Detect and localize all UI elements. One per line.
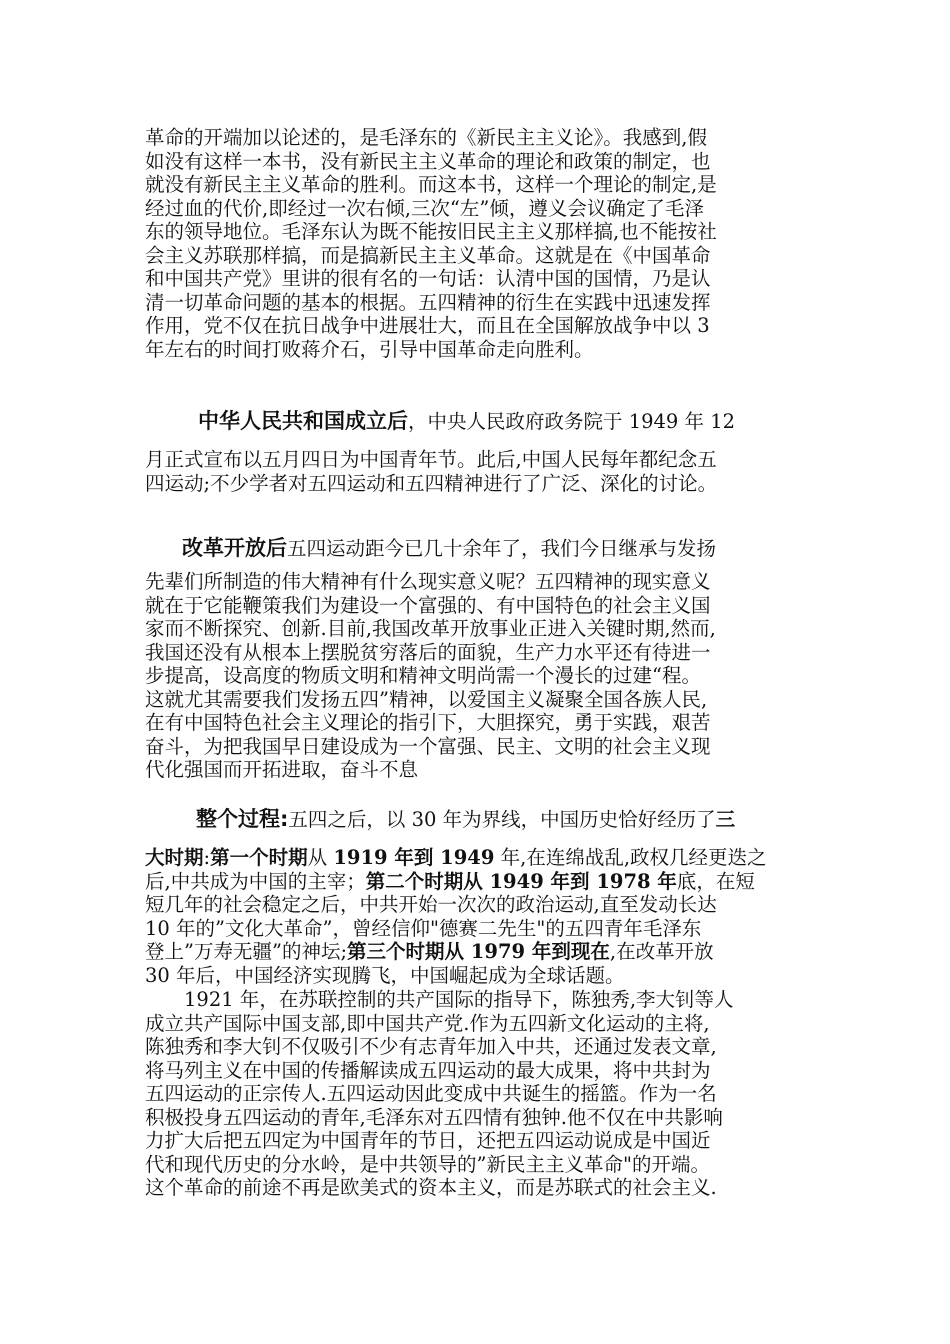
plain-text: 从: [307, 846, 334, 869]
text-line: 代和现代历史的分水岭，是中共领导的”新民主主义革命"的开端。: [145, 1152, 710, 1176]
text-line: [145, 870, 809, 894]
text-line: 积极投身五四运动的青年,毛泽东对五四情有独钟.他不仅在中共影响: [145, 1105, 723, 1129]
paragraph-youth-day: [145, 448, 809, 495]
text-line: 这个革命的前途不再是欧美式的资本主义，而是苏联式的社会主义.: [145, 1176, 717, 1199]
text-line: 先辈们所制造的伟大精神有什么现实意义呢？五四精神的现实意义: [145, 570, 711, 593]
text-line: 短几年的社会稳定之后，中共开始一次次的政治运动,直至发动长达: [145, 893, 717, 916]
section-heading: 整个过程:: [196, 807, 289, 831]
text-line: 东的领导地位。毛泽东认为既不能按旧民主主义那样搞,也不能按社: [145, 220, 717, 243]
plain-text: 登上”万寿无疆”的神坛;: [145, 940, 348, 963]
bold-text: 第二个时期从 1949 年到 1978 年: [365, 869, 677, 893]
bold-text: 三: [715, 808, 736, 831]
text-line: 在有中国特色社会主义理论的指引下，大胆探究，勇于实践，艰苦: [145, 711, 711, 734]
text-line: 30 年后，中国经济实现腾飞，中国崛起成为全球话题。: [145, 963, 625, 987]
plain-text: 年,在连绵战乱,政权几经更迭之: [494, 846, 767, 869]
paragraph-three-periods: [145, 846, 809, 987]
plain-text: 底，在短: [676, 869, 755, 893]
text-line: 这就尤其需要我们发扬五四”精神，以爱国主义凝聚全国各族人民,: [145, 687, 708, 711]
text-line: 五四之后，以 30 年为界线，中国历史恰好经历了: [288, 808, 716, 831]
section-whole-process-heading: [196, 803, 735, 833]
text-line: 年左右的时间打败蒋介石，引导中国革命走向胜利。: [145, 337, 594, 361]
text-line: 成立共产国际中国支部,即中国共产党.作为五四新文化运动的主将,: [145, 1011, 710, 1035]
paragraph-revolution-theory: [145, 126, 809, 361]
section-reform-heading: [182, 532, 716, 562]
bold-text: 第一个时期: [210, 846, 308, 869]
text-line: [145, 940, 809, 964]
text-line: 奋斗，为把我国早日建设成为一个富强、民主、文明的社会主义现: [145, 734, 711, 758]
text-line: 就没有新民主主义革命的胜利。而这本书，这样一个理论的制定,是: [145, 173, 717, 196]
text-line: 作用，党不仅在抗日战争中进展壮大，而且在全国解放战争中以 3: [145, 314, 710, 337]
plain-text: ,在改革开放: [609, 940, 714, 963]
text-line: 陈独秀和李大钊不仅吸引不少有志青年加入中共，还通过发表文章,: [145, 1035, 717, 1058]
text-line: 我国还没有从根本上摆脱贫穷落后的面貌，生产力水平还有待进一: [145, 640, 711, 664]
text-line: 会主义苏联那样搞，而是搞新民主主义革命。这就是在《中国革命: [145, 243, 711, 267]
text-line: 家而不断探究、创新.目前,我国改革开放事业正进入关键时期,然而,: [145, 617, 716, 640]
paragraph-reform-significance: [145, 570, 809, 782]
text-line: 五四运动距今已几十余年了，我们今日继承与发扬: [287, 537, 717, 560]
text-line: 和中国共产党》里讲的很有名的一句话：认清中国的国情，乃是认: [145, 267, 711, 290]
plain-text: 后,中共成为中国的主宰；: [145, 869, 366, 893]
text-line: 步提高，设高度的物质文明和精神文明尚需一个漫长的过建“程。: [145, 664, 701, 687]
text-line: [145, 846, 809, 870]
text-line: 10 年的”文化大革命”，曾经信仰"德赛二先生"的五四青年毛泽东: [145, 916, 702, 940]
section-heading: 中华人民共和国成立后: [198, 409, 408, 433]
section-heading: 改革开放后: [182, 536, 287, 560]
text-line: 代化强国而开拓进取，奋斗不息: [145, 758, 419, 781]
text-line: 就在于它能鞭策我们为建设一个富强的、有中国特色的社会主义国: [145, 593, 711, 617]
text-line: 革命的开端加以论述的，是毛泽东的《新民主主义论》。我感到,假: [145, 126, 707, 149]
text-line: 五四运动的正宗传人.五四运动因此变成中共诞生的摇篮。作为一名: [145, 1082, 717, 1105]
bold-text: 大时期: [145, 846, 204, 869]
section-prc-founding-heading: [198, 405, 735, 435]
text-line: 如没有这样一本书，没有新民主主义革命的理论和政策的制定，也: [145, 149, 711, 173]
paragraph-ccp-founding: [145, 988, 809, 1200]
plain-text: :: [203, 846, 211, 869]
text-line: 清一切革命问题的基本的根据。五四精神的衍生在实践中迅速发挥: [145, 290, 711, 314]
text-line: 力扩大后把五四定为中国青年的节日，还把五四运动说成是中国近: [145, 1129, 711, 1152]
bold-text: 第三个时期从 1979 年到现在: [347, 940, 610, 963]
text-line: 1921 年，在苏联控制的共产国际的指导下，陈独秀,李大钊等人: [145, 988, 734, 1011]
bold-text: 1919 年到 1949: [333, 846, 495, 869]
text-line: 将马列主义在中国的传播解读成五四运动的最大成果，将中共封为: [145, 1058, 711, 1082]
text-line: 经过血的代价,即经过一次右倾,三次“左”倾，遵义会议确定了毛泽: [145, 196, 704, 220]
text-line: ，中央人民政府政务院于 1949 年 12: [408, 410, 736, 433]
text-line: 四运动;不少学者对五四运动和五四精神进行了广泛、深化的讨论。: [145, 471, 718, 495]
text-line: 月正式宣布以五月四日为中国青年节。此后,中国人民每年都纪念五: [145, 448, 717, 471]
